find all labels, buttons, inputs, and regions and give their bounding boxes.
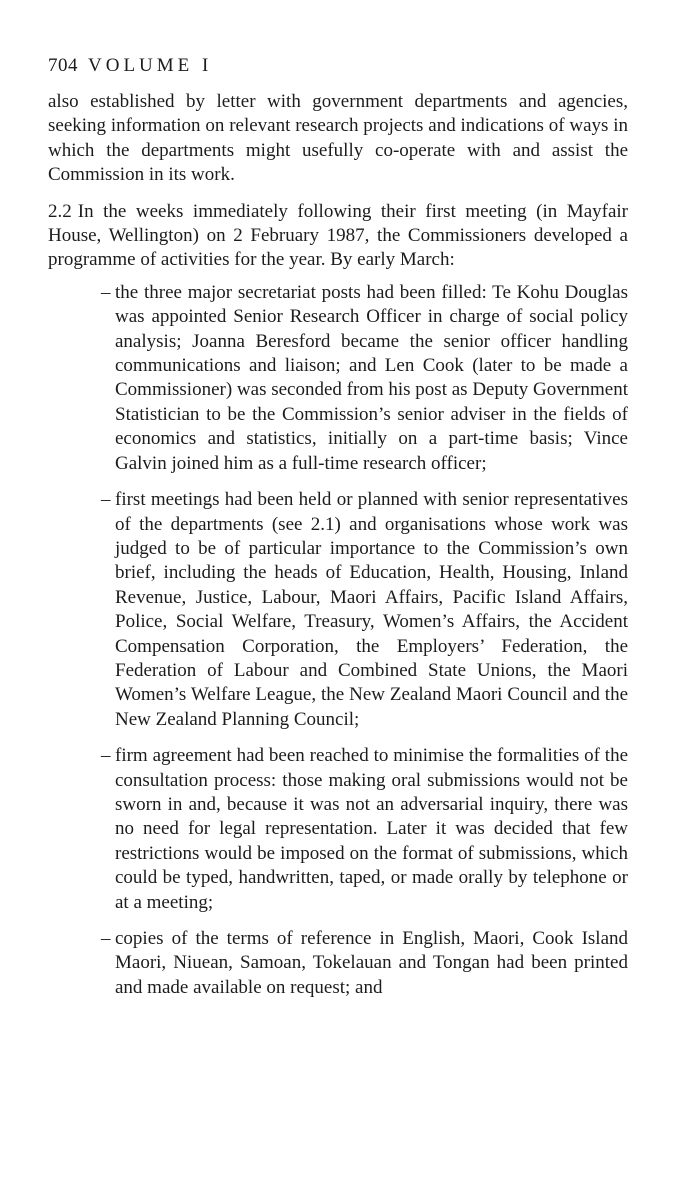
activity-list bbox=[48, 281, 628, 1000]
list-dash: – bbox=[101, 281, 111, 303]
list-item-text: copies of the terms of reference in English, Maori, Cook Island Maori, Niuean, Samoan, Tokelauan and Tongan had been printed and made available on request; and bbox=[115, 928, 628, 998]
list-item-text: first meetings had been held or planned with senior representatives of the departments (see 2.1) and organisations whose work was judged to be of particular importance to the Commission’s own brief, including the heads of Education, Health, Housing, Inland Revenue, Justice, Labour, Maori Affairs, Pacific Island Affairs, Police, Social Welfare, Treasury, Women’s Affairs, the Accident Compensation Corporation, the Employers’ Federation, the Federation of Labour and Combined State Unions, the Maori Women’s Welfare League, the New Zealand Maori Council and the New Zealand Planning Council; bbox=[115, 489, 628, 730]
list-item bbox=[101, 927, 628, 1000]
list-dash: – bbox=[101, 489, 111, 511]
volume-label: VOLUME I bbox=[88, 55, 213, 76]
paragraph-text: In the weeks immediately following their first meeting (in Mayfair House, Wellington) on 2 February 1987, the Commissioners developed a programme of activities for the year. By early March: bbox=[48, 200, 628, 271]
list-item bbox=[101, 744, 628, 915]
list-item-text: the three major secretariat posts had been filled: Te Kohu Douglas was appointed Senior Research Officer in charge of social policy analysis; Joanna Beresford became the senior officer handling communications and liaison; and Len Cook (later to be made a Commissioner) was seconded from his post as Deputy Government Statistician to be the Commission’s senior adviser in the fields of economics and statistics, initially on a part-time basis; Vince Galvin joined him as a full-time research officer; bbox=[115, 281, 628, 474]
page-number: 704 bbox=[48, 55, 78, 76]
list-dash: – bbox=[101, 745, 111, 767]
list-item bbox=[101, 281, 628, 476]
paragraph-number: 2.2 bbox=[48, 200, 72, 222]
document-page bbox=[48, 54, 628, 1000]
paragraph-2-2 bbox=[48, 200, 628, 273]
paragraph-continuation bbox=[48, 90, 628, 188]
paragraph-text: also established by letter with government departments and agencies, seeking information on relevant research projects and indications of ways in which the departments might usefully co-operate with and assist the Commission in its work. bbox=[48, 91, 628, 186]
list-item bbox=[101, 488, 628, 732]
list-dash: – bbox=[101, 928, 111, 949]
list-item-text: firm agreement had been reached to minimise the formalities of the consultation process: those making oral submissions would not be sworn in and, because it was not an adversarial inquiry, there was no need for legal representation. Later it was decided that few restrictions would be imposed on the format of submissions, which could be typed, handwritten, taped, or made orally by telephone or at a meeting; bbox=[115, 745, 628, 913]
running-head bbox=[48, 54, 628, 78]
